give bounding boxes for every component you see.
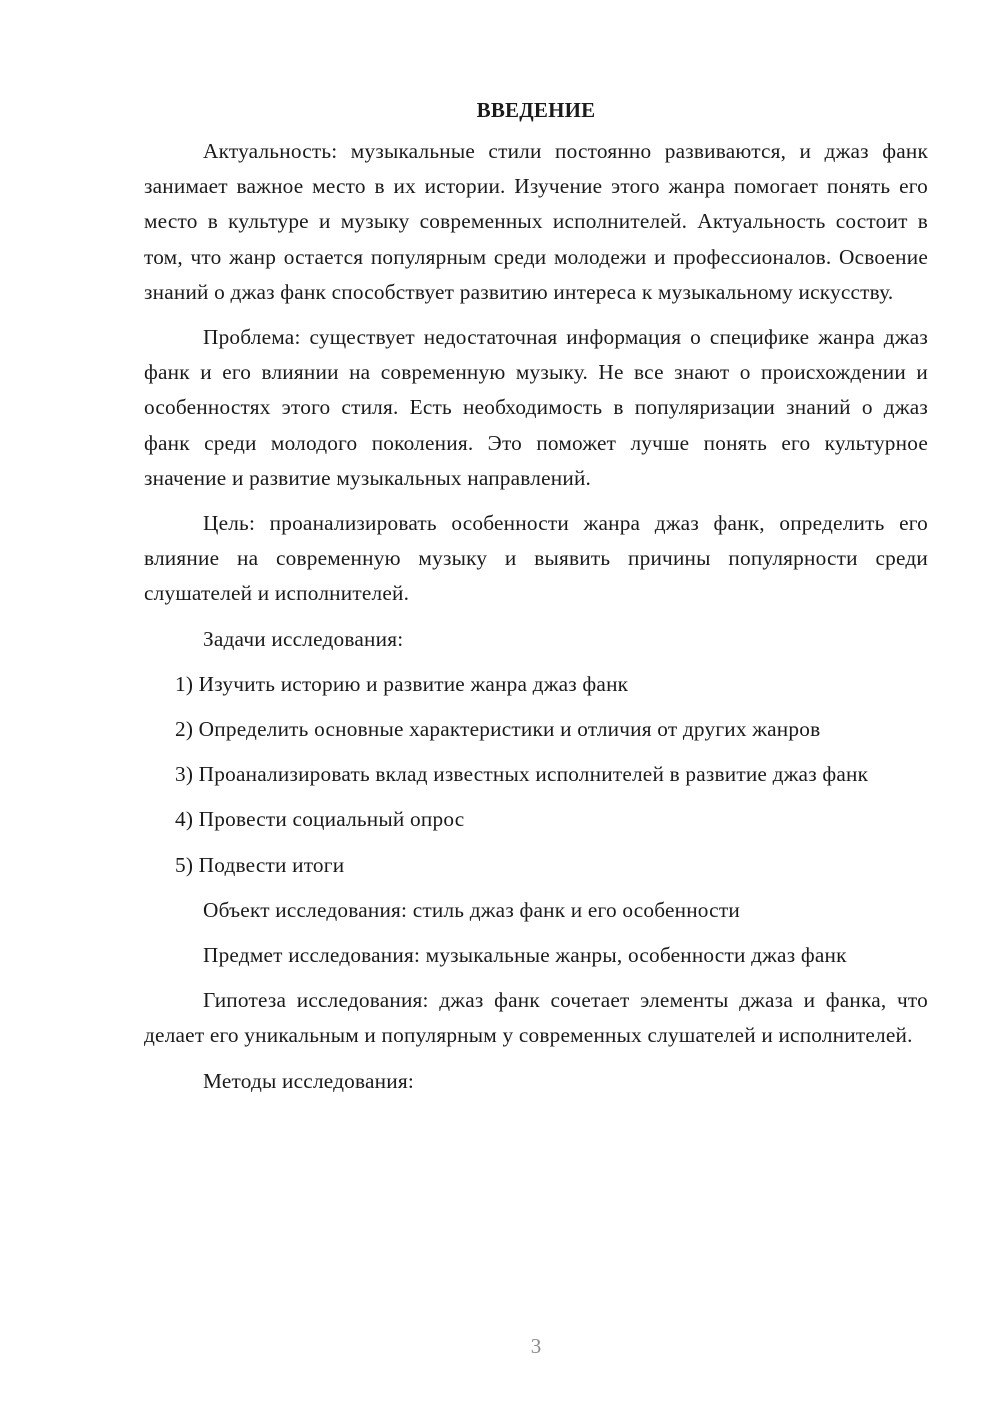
problem-paragraph: Проблема: существует недостаточная информация о специфике жанра джаз фанк и его влиянии на современную музыку. Не все знают о происхождении и особенностях этого стиля. Есть необходимость в популяризации знаний о джаз фанк среди молодого поколения. Это поможет лучше понять его культурное значение и развитие музыкальных направлений. [144,325,928,490]
page-content [144,96,928,1109]
page-number: 3 [530,1334,542,1358]
task-item-4: 4) Провести социальный опрос [175,807,465,832]
task-item-2: 2) Определить основные характеристики и отличия от других жанров [175,717,821,742]
relevance-paragraph: Актуальность: музыкальные стили постоянно развиваются, и джаз фанк занимает важное место в их истории. Изучение этого жанра помогает понять его место в культуре и музыку современных исполнителей. Актуальность состоит в том, что жанр остается популярным среди молодежи и профессионалов. Освоение знаний о джаз фанк способствует развитию интереса к музыкальному искусству. [144,139,928,304]
subject-paragraph: Предмет исследования: музыкальные жанры, особенности джаз фанк [203,943,847,968]
tasks-heading: Задачи исследования: [203,626,404,651]
task-item-5: 5) Подвести итоги [175,852,345,877]
goal-paragraph: Цель: проанализировать особенности жанра джаз фанк, определить его влияние на современную музыку и выявить причины популярности среди слушателей и исполнителей. [144,511,928,606]
hypothesis-paragraph: Гипотеза исследования: джаз фанк сочетает элементы джаза и фанка, что делает его уникальным и популярным у современных слушателей и исполнителей. [144,988,928,1048]
task-item-3: 3) Проанализировать вклад известных исполнителей в развитие джаз фанк [175,762,869,787]
section-title: ВВЕДЕНИЕ [476,98,596,122]
task-item-1: 1) Изучить историю и развитие жанра джаз фанк [175,671,629,696]
object-paragraph: Объект исследования: стиль джаз фанк и его особенности [203,897,740,922]
methods-heading: Методы исследования: [203,1068,414,1093]
